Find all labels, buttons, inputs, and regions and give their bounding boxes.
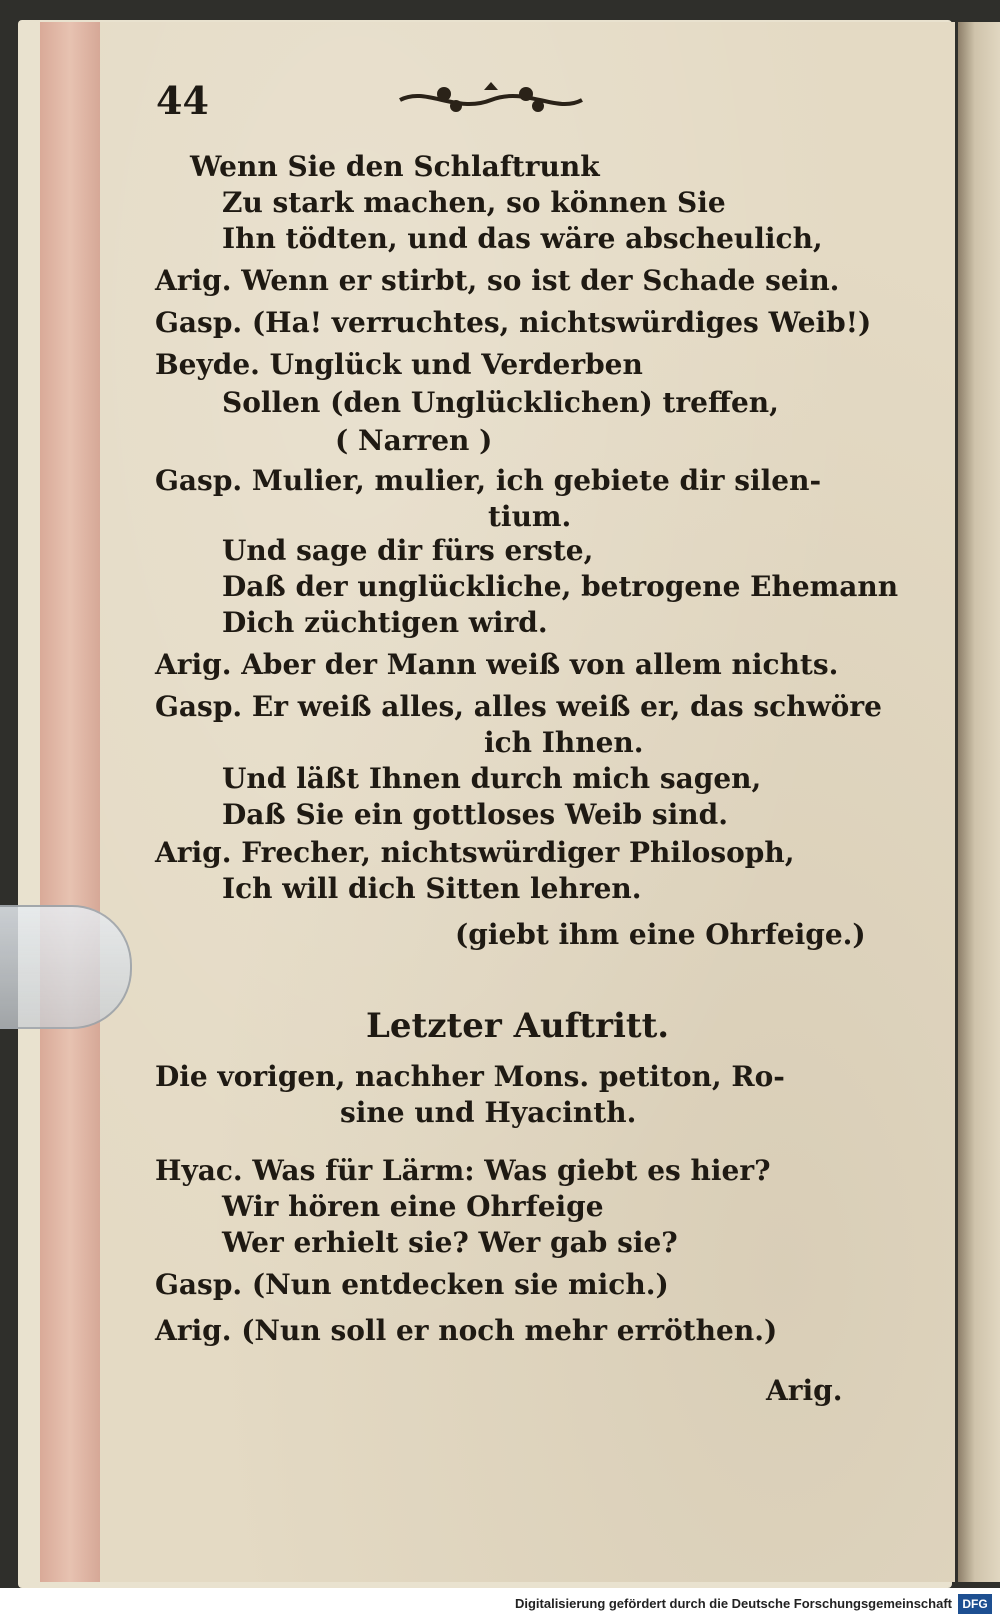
text-line: Ihn tödten, und das wäre abscheulich,	[222, 222, 823, 255]
text-line: tium.	[488, 500, 572, 533]
text-line: Und sage dir fürs erste,	[222, 534, 594, 567]
text-line: Ich will dich Sitten lehren.	[222, 872, 642, 905]
footer-text: Digitalisierung gefördert durch die Deutsche Forschungsgemeinschaft	[514, 1596, 952, 1611]
text-line: Und läßt Ihnen durch mich sagen,	[222, 762, 762, 795]
text-line: (giebt ihm eine Ohrfeige.)	[455, 918, 866, 951]
catchword: Arig.	[766, 1374, 843, 1407]
text-line: Arig. Frecher, nichtswürdiger Philosoph,	[155, 836, 795, 869]
text-line: Gasp. (Nun entdecken sie mich.)	[155, 1268, 669, 1301]
text-line: Zu stark machen, so können Sie	[222, 186, 726, 219]
dfg-logo-icon: DFG	[958, 1594, 992, 1614]
text-line: Dich züchtigen wird.	[222, 606, 548, 639]
text-line: Wer erhielt sie? Wer gab sie?	[222, 1226, 678, 1259]
scene-title: Letzter Auftritt.	[366, 1006, 670, 1046]
text-line: Arig. Aber der Mann weiß von allem nichts.	[155, 648, 839, 681]
text-line: Gasp. (Ha! verruchtes, nichtswürdiges Weib!)	[155, 306, 872, 339]
text-line: Arig. Wenn er stirbt, so ist der Schade sein.	[155, 264, 840, 297]
text-line: ich Ihnen.	[484, 726, 644, 759]
text-line: sine und Hyacinth.	[340, 1096, 637, 1129]
text-line: Gasp. Er weiß alles, alles weiß er, das schwöre	[155, 690, 882, 723]
page-number: 44	[156, 78, 209, 123]
text-line: Daß Sie ein gottloses Weib sind.	[222, 798, 728, 831]
text-line: Die vorigen, nachher Mons. petiton, Ro-	[155, 1060, 785, 1093]
text-line: Beyde. Unglück und Verderben	[155, 348, 643, 381]
footer-bar	[0, 1588, 1000, 1622]
text-line: Wir hören eine Ohrfeige	[222, 1190, 604, 1223]
text-line: Wenn Sie den Schlaftrunk	[190, 150, 600, 183]
text-line: Daß der unglückliche, betrogene Ehemann	[222, 570, 899, 603]
text-line: Sollen (den Unglücklichen) treffen,	[222, 386, 779, 419]
text-line: Gasp. Mulier, mulier, ich gebiete dir silen-	[155, 464, 822, 497]
text-line: ( Narren )	[335, 424, 493, 457]
text-line: Arig. (Nun soll er noch mehr erröthen.)	[155, 1314, 778, 1347]
text-line: Hyac. Was für Lärm: Was giebt es hier?	[155, 1154, 771, 1187]
